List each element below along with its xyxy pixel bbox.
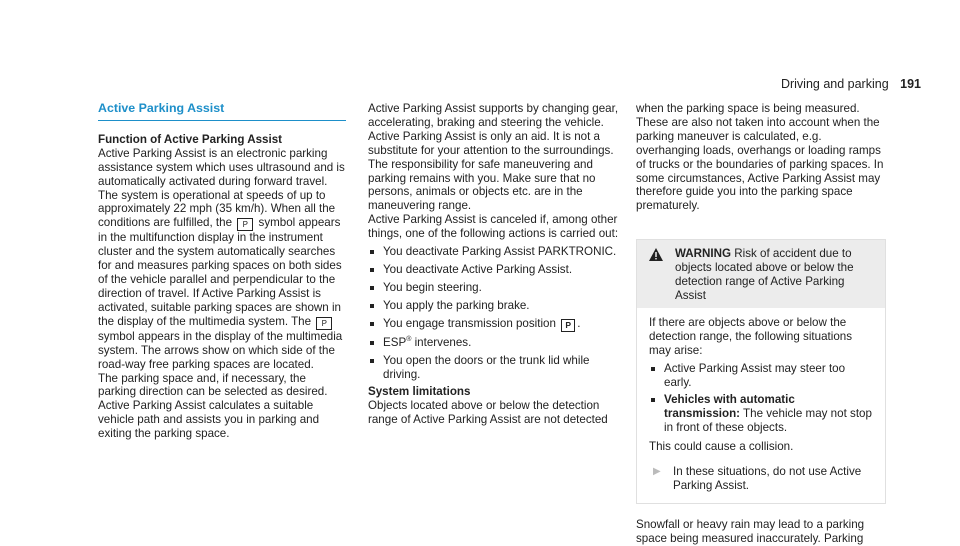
text: symbol appears in the display of the multimedia system. The arrows show on which side of the road-way free parking spaces are located.: [98, 329, 343, 371]
bold-label: Vehicles with automatic transmission:: [664, 393, 795, 421]
parking-assist-icon: P: [316, 317, 332, 330]
paragraph-support: Active Parking Assist supports by changing gear, accelerating, braking and steering the vehicle.: [368, 102, 619, 129]
column-2: [368, 102, 620, 427]
text: ESP: [383, 335, 407, 349]
list-item: [368, 336, 620, 350]
page-number: 191: [900, 77, 921, 91]
warning-box: [636, 239, 886, 504]
subheading-function: Function of Active Parking Assist: [98, 132, 283, 146]
column-3: [636, 102, 886, 546]
section-title: Driving and parking: [780, 77, 889, 91]
text: symbol appears in the multifunction display in the instrument cluster and the system automatically searches for and measures parking spaces on both sides of the vehicle parallel and perpendicular to the direction of travel. If Active Parking Assist is activated, suitable parking spaces are shown in the display of the multimedia system. The: [98, 216, 342, 328]
warning-intro: If there are objects above or below the detection range, the following situations may arise:: [649, 315, 853, 357]
paragraph-canceled: Active Parking Assist is canceled if, among other things, one of the following actions is carried out:: [368, 213, 619, 241]
page-header: [781, 78, 921, 92]
list-item: You open the doors or the trunk lid while driving.: [368, 354, 620, 382]
parking-assist-icon: P: [237, 218, 253, 231]
text: You engage transmission position: [383, 316, 556, 330]
list-item: You engage transmission position P .: [368, 317, 620, 332]
warning-list: [649, 362, 873, 436]
paragraph-selection: The parking space and, if necessary, the parking direction can be selected as desired. Active Parking Assist calculates a suitable vehicle path and assists you in parking and exiting the parking space.: [98, 371, 328, 441]
list-item: You begin steering.: [368, 281, 620, 295]
paragraph-aid: Active Parking Assist is only an aid. It is not a substitute for your attention to the surroundings. The responsibility for safe maneuvering and parking remains with you. Make sure that no persons, animals or objects etc. are in the maneuvering range.: [368, 129, 614, 213]
list-item: You apply the parking brake.: [368, 299, 620, 313]
paragraph-function: [98, 147, 346, 372]
list-item: Active Parking Assist may steer too early.: [649, 362, 873, 390]
text: Active Parking Assist is an electronic parking assistance system which uses ultrasound and is automatically activated during forward travel. The system is operational at speeds of up to approximately 22 mph (35 km/h). When all the conditions are fulfilled, the: [98, 146, 345, 230]
text: The vehicle may not stop in front of these objects.: [664, 407, 872, 435]
warning-consequence: This could cause a collision.: [649, 440, 794, 454]
park-position-icon: P: [561, 319, 575, 332]
registered-mark: ®: [406, 335, 412, 343]
subheading-limitations: System limitations: [368, 385, 471, 399]
warning-title: Risk of accident due to objects located above or below the detection range of Active Parking Assist: [675, 247, 854, 302]
warning-action: [649, 465, 873, 493]
cancel-list: [368, 245, 620, 381]
list-item: [649, 393, 873, 435]
list-item: You deactivate Parking Assist PARKTRONIC.: [368, 245, 620, 259]
warning-body: [637, 308, 885, 503]
arrow-right-icon: ▶: [653, 466, 661, 478]
warning-headline: [675, 247, 873, 303]
paragraph-limitations: Objects located above or below the detection range of Active Parking Assist are not detected: [368, 399, 608, 427]
warning-header: [637, 240, 885, 308]
warning-triangle-icon: [649, 247, 675, 303]
text: intervenes.: [411, 335, 472, 349]
column-1: [98, 102, 346, 441]
section-heading: Active Parking Assist: [98, 102, 346, 121]
warning-label: WARNING: [675, 247, 732, 261]
paragraph-snowfall: Snowfall or heavy rain may lead to a parking space being measured inaccurately. Parking: [636, 517, 865, 545]
warning-action-text: In these situations, do not use Active Parking Assist.: [673, 465, 862, 492]
paragraph-measured: when the parking space is being measured. These are also not taken into account when the parking maneuver is calculated, e.g. overhanging loads, overhangs or loading ramps of trucks or the boundaries of parking spaces. In some circumstances, Active Parking Assist may therefore guide you into the parking space prematurely.: [636, 102, 884, 213]
list-item: You deactivate Active Parking Assist.: [368, 263, 620, 277]
